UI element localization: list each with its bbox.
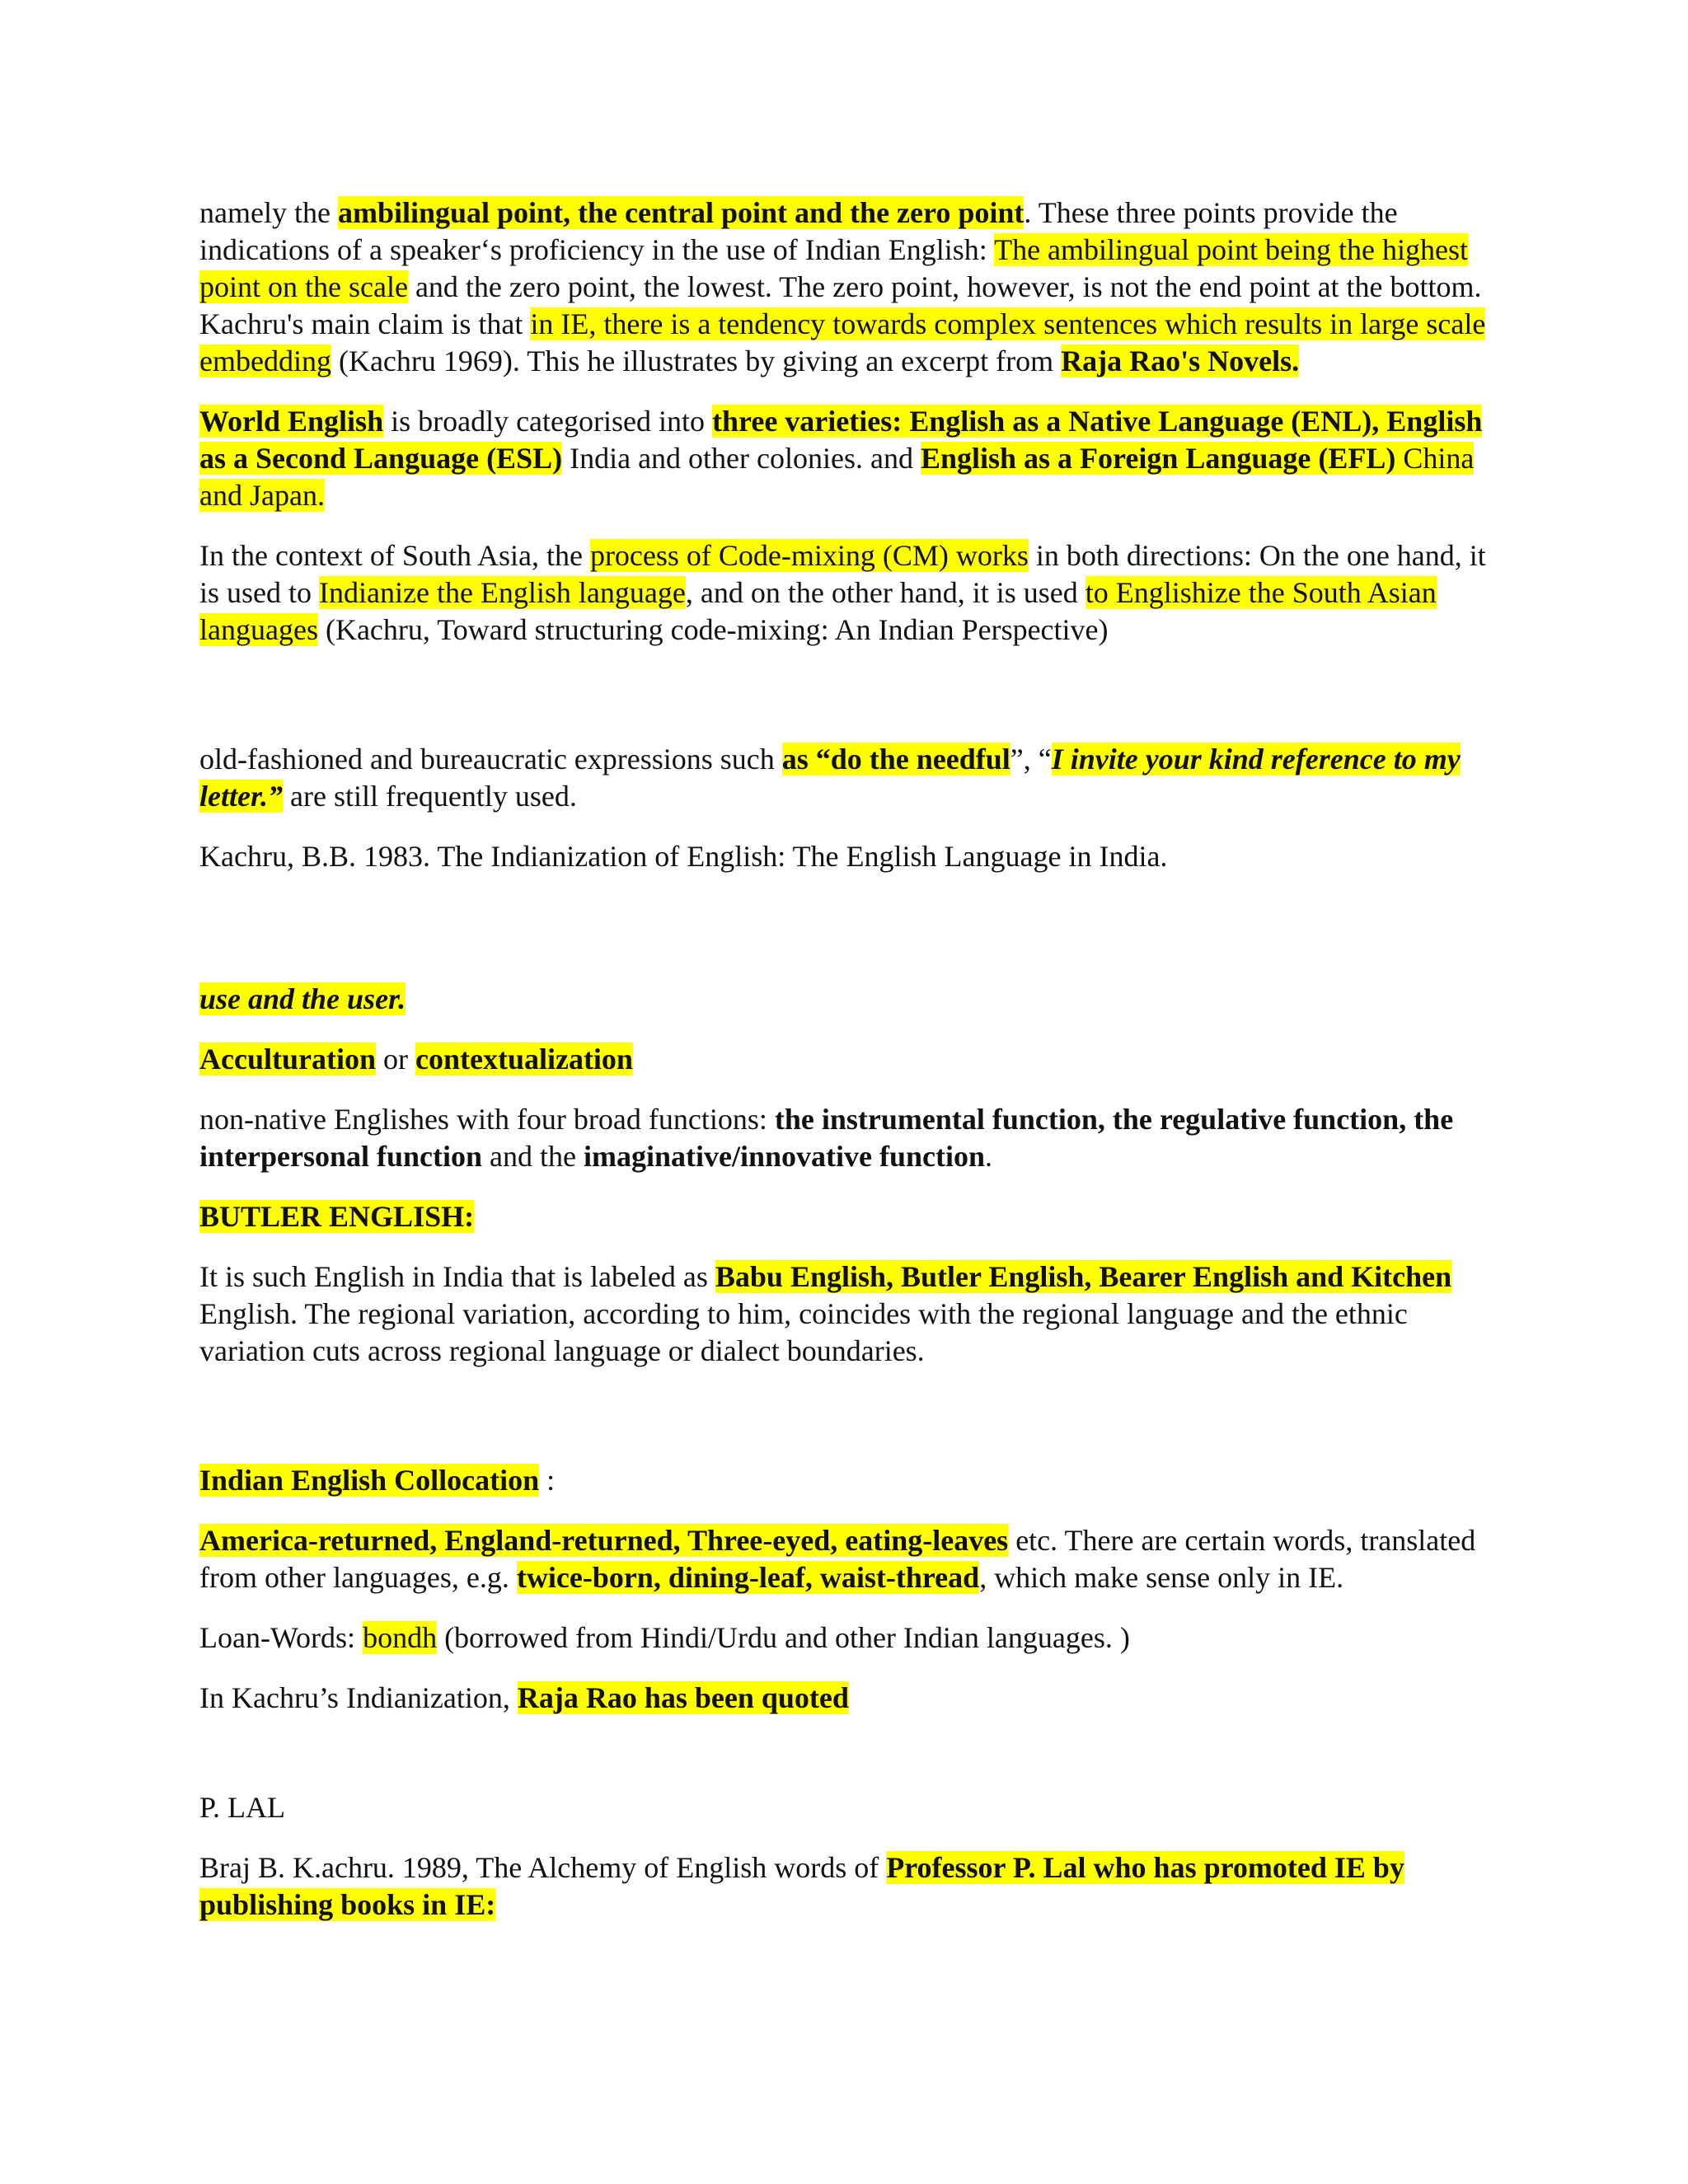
text-run: old-fashioned and bureaucratic expressions such — [199, 743, 782, 776]
highlight — [517, 1561, 979, 1594]
paragraph-functions — [199, 1101, 1493, 1175]
bold-text: World English — [199, 405, 384, 438]
highlight — [415, 1043, 633, 1076]
paragraph-raja-rao — [199, 1680, 1493, 1717]
bold-text: Acculturation — [199, 1043, 376, 1076]
text-run: Loan-Words: — [199, 1621, 363, 1654]
bold-text: Babu English, Butler English, Bearer English and Kitchen — [715, 1260, 1452, 1293]
bold-text: English as a Foreign Language (EFL) — [920, 442, 1396, 475]
highlight — [199, 1043, 376, 1076]
highlight — [199, 405, 383, 438]
document-body — [199, 194, 1493, 1947]
text-run: English. The regional variation, according to him, coincides with the regional language and the ethnic variation cuts across regional language or dialect boundaries. — [199, 1297, 1408, 1367]
highlight — [199, 1200, 474, 1233]
bold-text: Raja Rao has been quoted — [517, 1681, 849, 1714]
bold-text: ambilingual point, the central point and the zero point — [337, 196, 1025, 229]
text-run: P. LAL — [199, 1791, 286, 1824]
paragraph-alchemy — [199, 1849, 1493, 1924]
text-run: are still frequently used. — [283, 780, 577, 813]
highlight: bondh — [363, 1621, 438, 1654]
bold-text: three varieties: English as a Native Language (ENL), English as a Second Language (ESL) — [199, 405, 1483, 475]
highlight — [921, 442, 1395, 475]
highlight: in IE, there is a tendency towards complex sentences which results in large scale embedding — [199, 307, 1486, 377]
paragraph-butler-heading — [199, 1198, 1493, 1235]
text-run: : — [539, 1464, 556, 1497]
highlight: The ambilingual point being the highest point on the scale — [199, 233, 1468, 303]
bold-text: as “do the needful — [781, 743, 1010, 776]
highlight — [782, 743, 1010, 776]
text-run: etc. There are certain words, translated from other languages, e.g. — [199, 1524, 1476, 1594]
text-run: is broadly categorised into — [383, 405, 712, 438]
highlight — [338, 196, 1024, 229]
bold-text: imaginative/innovative function — [583, 1140, 986, 1173]
bold-text: BUTLER ENGLISH: — [199, 1200, 475, 1233]
spacer — [199, 1393, 1493, 1462]
bold-text: America-returned, England-returned, Three-eyed, eating-leaves — [199, 1524, 1009, 1557]
text-run: . — [985, 1140, 993, 1173]
paragraph-collocations — [199, 1522, 1493, 1596]
spacer — [199, 672, 1493, 741]
bold-text: Raja Rao's Novels. — [1061, 344, 1300, 377]
text-run: In the context of South Asia, the — [199, 539, 590, 572]
text-run: , and on the other hand, it is used — [685, 576, 1085, 609]
highlight: China and Japan. — [199, 442, 1475, 512]
text-run: . These three points provide the indications of a speaker‘s proficiency in the use of Indian English: — [199, 196, 1398, 266]
text-run: and the — [482, 1140, 584, 1173]
paragraph-code-mixing — [199, 537, 1493, 649]
paragraph-collocation-heading — [199, 1462, 1493, 1499]
text-run: namely the — [199, 196, 338, 229]
highlight — [1061, 344, 1299, 377]
spacer — [199, 898, 1493, 981]
paragraph-bureaucratic — [199, 741, 1493, 815]
text-run: in both directions: On the one hand, it is used to — [199, 539, 1486, 609]
paragraph-zero-point — [199, 194, 1493, 380]
highlight — [518, 1681, 849, 1714]
bold-text: the instrumental function, the regulative function, the interpersonal function — [199, 1103, 1454, 1173]
bold-text: twice-born, dining-leaf, waist-thread — [516, 1561, 980, 1594]
bold-text: contextualization — [415, 1043, 633, 1076]
text-run: non-native Englishes with four broad functions: — [199, 1103, 775, 1136]
text-run: In Kachru’s Indianization, — [199, 1681, 518, 1714]
spacer — [199, 1740, 1493, 1789]
text-run: Kachru, B.B. 1983. The Indianization of English: The English Language in India. — [199, 840, 1168, 873]
paragraph-world-english — [199, 403, 1493, 514]
bold-italic-text: I invite your kind reference to my letter.” — [199, 743, 1461, 813]
bold-italic-text: use and the user. — [199, 982, 406, 1015]
text-run: India and other colonies. and — [562, 442, 921, 475]
highlight: to Englishize the South Asian languages — [199, 576, 1437, 646]
text-run: It is such English in India that is labeled as — [199, 1260, 715, 1293]
paragraph-loan-words — [199, 1619, 1493, 1657]
highlight — [199, 1464, 539, 1497]
highlight — [199, 1524, 1008, 1557]
highlight: Indianize the English language — [319, 576, 686, 609]
text-run: or — [375, 1043, 415, 1076]
paragraph-babu-english — [199, 1258, 1493, 1370]
paragraph-citation — [199, 838, 1493, 875]
bold-text: Professor P. Lal who has promoted IE by publishing books in IE: — [199, 1851, 1404, 1921]
text-run: ”, “ — [1010, 743, 1052, 776]
text-run: (Kachru 1969). This he illustrates by giving an excerpt from — [331, 344, 1062, 377]
bold-text: Indian English Collocation — [199, 1464, 540, 1497]
paragraph-p-lal — [199, 1789, 1493, 1826]
highlight — [199, 982, 406, 1015]
text-run: and the zero point, the lowest. The zero point, however, is not the end point at the bottom. Kachru's main claim is that — [199, 270, 1482, 340]
text-run: (borrowed from Hindi/Urdu and other Indian languages. ) — [437, 1621, 1130, 1654]
highlight: process of Code-mixing (CM) works — [589, 539, 1029, 572]
paragraph-use-and-user — [199, 981, 1493, 1018]
text-run: , which make sense only in IE. — [979, 1561, 1344, 1594]
paragraph-acculturation — [199, 1041, 1493, 1078]
text-run: (Kachru, Toward structuring code-mixing: An Indian Perspective) — [317, 613, 1109, 646]
text-run: Braj B. K.achru. 1989, The Alchemy of English words of — [199, 1851, 887, 1884]
highlight — [715, 1260, 1451, 1293]
